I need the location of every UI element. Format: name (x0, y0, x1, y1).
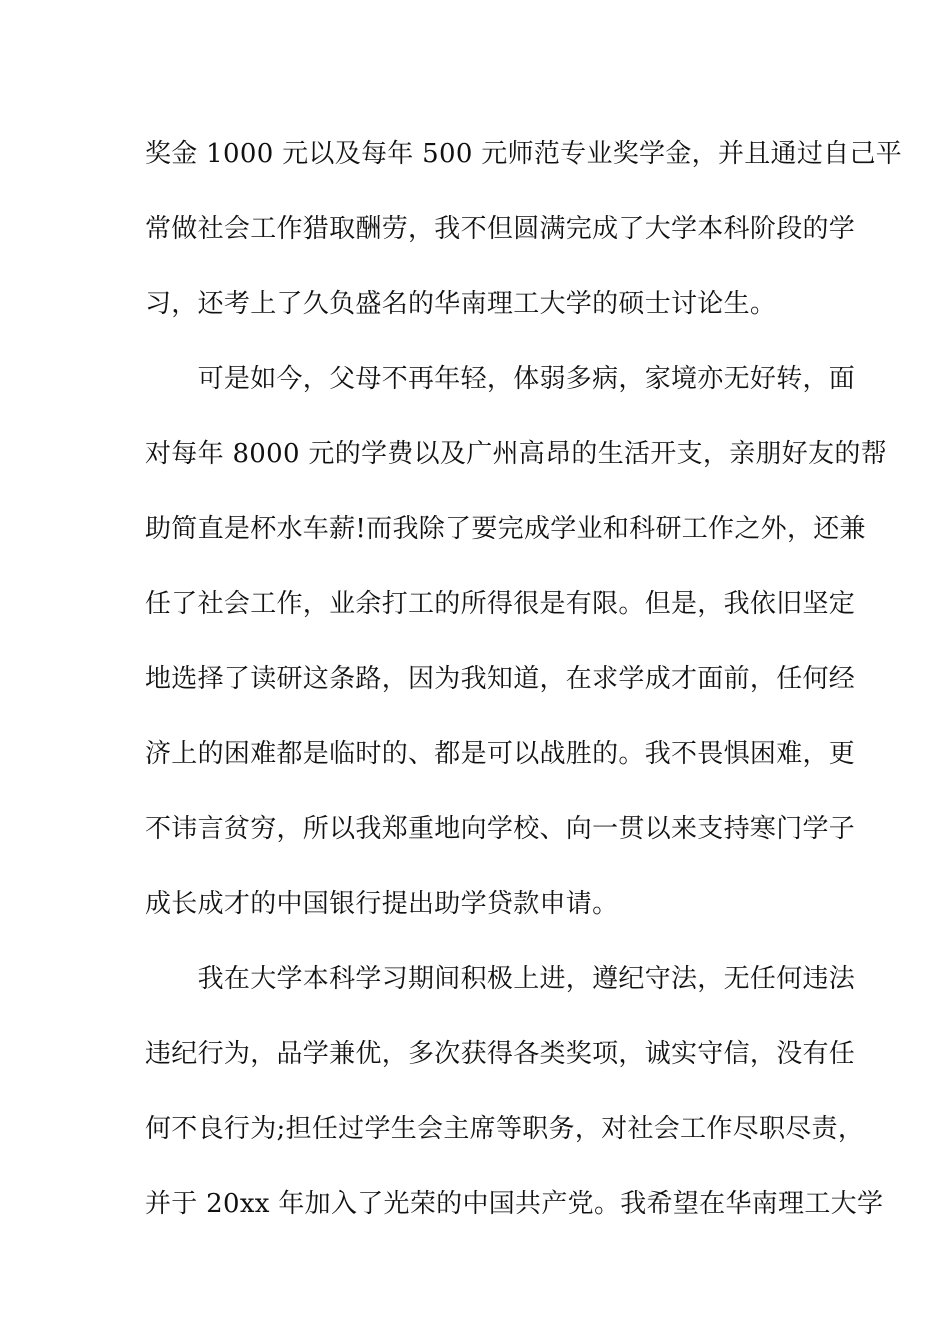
text-line: 成长成才的中国银行提出助学贷款申请。 (145, 889, 619, 919)
text-line: 常做社会工作猎取酬劳，我不但圆满完成了大学本科阶段的学 (145, 214, 856, 244)
text-line: 何不良行为;担任过学生会主席等职务，对社会工作尽职尽责， (145, 1114, 865, 1144)
text-line: 我在大学本科学习期间积极上进，遵纪守法，无任何违法 (145, 964, 856, 994)
text-line: 习，还考上了久负盛名的华南理工大学的硕士讨论生。 (145, 289, 777, 319)
text-line: 违纪行为，品学兼优，多次获得各类奖项，诚实守信，没有任 (145, 1039, 856, 1069)
text-line: 奖金 1000 元以及每年 500 元师范专业奖学金，并且通过自己平 (145, 139, 903, 169)
text-line: 地选择了读研这条路，因为我知道，在求学成才面前，任何经 (145, 664, 856, 694)
text-line: 不讳言贫穷，所以我郑重地向学校、向一贯以来支持寒门学子 (145, 814, 856, 844)
body-text (145, 126, 903, 1251)
text-line: 济上的困难都是临时的、都是可以战胜的。我不畏惧困难，更 (145, 739, 856, 769)
text-line: 助简直是杯水车薪!而我除了要完成学业和科研工作之外，还兼 (145, 514, 866, 544)
text-line: 并于 20xx 年加入了光荣的中国共产党。我希望在华南理工大学 (145, 1189, 884, 1219)
text-line: 可是如今，父母不再年轻，体弱多病，家境亦无好转，面 (145, 364, 856, 394)
text-line: 任了社会工作，业余打工的所得很是有限。但是，我依旧坚定 (145, 589, 856, 619)
text-line: 对每年 8000 元的学费以及广州高昂的生活开支，亲朋好友的帮 (145, 439, 887, 469)
